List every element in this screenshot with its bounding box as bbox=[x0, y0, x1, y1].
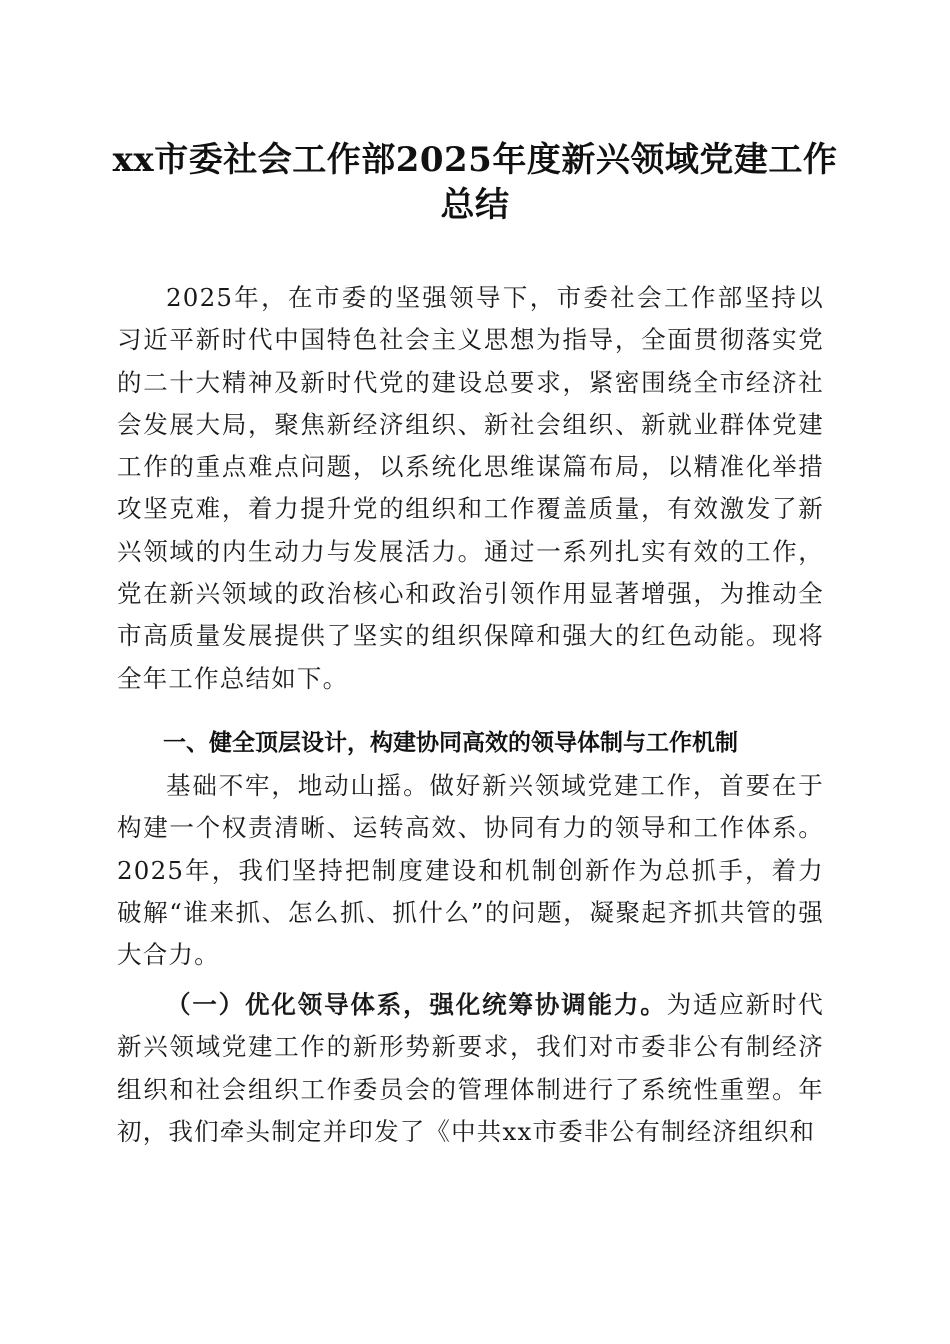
subsection-paragraph bbox=[117, 984, 824, 1153]
section-heading: 一、健全顶层设计，构建协同高效的领导体制与工作机制 bbox=[163, 730, 738, 756]
section-intro-paragraph: 基础不牢，地动山摇。做好新兴领域党建工作，首要在于构建一个权责清晰、运转高效、协同有力的领导和工作体系。2025年，我们坚持把制度建设和机制创新作为总抓手，着力破解“谁来抓、怎么抓、抓什么”的问题，凝聚起齐抓共管的强大合力。 bbox=[117, 771, 824, 970]
document-title: xx市委社会工作部2025年度新兴领域党建工作总结 bbox=[112, 140, 838, 225]
subsection-heading: （一）优化领导体系，强化统筹协调能力。 bbox=[166, 990, 667, 1019]
intro-paragraph: 2025年，在市委的坚强领导下，市委社会工作部坚持以习近平新时代中国特色社会主义思想为指导，全面贯彻落实党的二十大精神及新时代党的建设总要求，紧密围绕全市经济社会发展大局，聚焦新经济组织、新社会组织、新就业群体党建工作的重点难点问题，以系统化思维谋篇布局，以精准化举措攻坚克难，着力提升党的组织和工作覆盖质量，有效激发了新兴领域的内生动力与发展活力。通过一系列扎实有效的工作，党在新兴领域的政治核心和政治引领作用显著增强，为推动全市高质量发展提供了坚实的组织保障和强大的红色动能。现将全年工作总结如下。 bbox=[117, 283, 824, 693]
subsection-text: 为适应新时代新兴领域党建工作的新形势新要求，我们对市委非公有制经济组织和社会组织工作委员会的管理体制进行了系统性重塑。年初，我们牵头制定并印发了《中共xx市委非公有制经济组织和 bbox=[117, 990, 824, 1146]
